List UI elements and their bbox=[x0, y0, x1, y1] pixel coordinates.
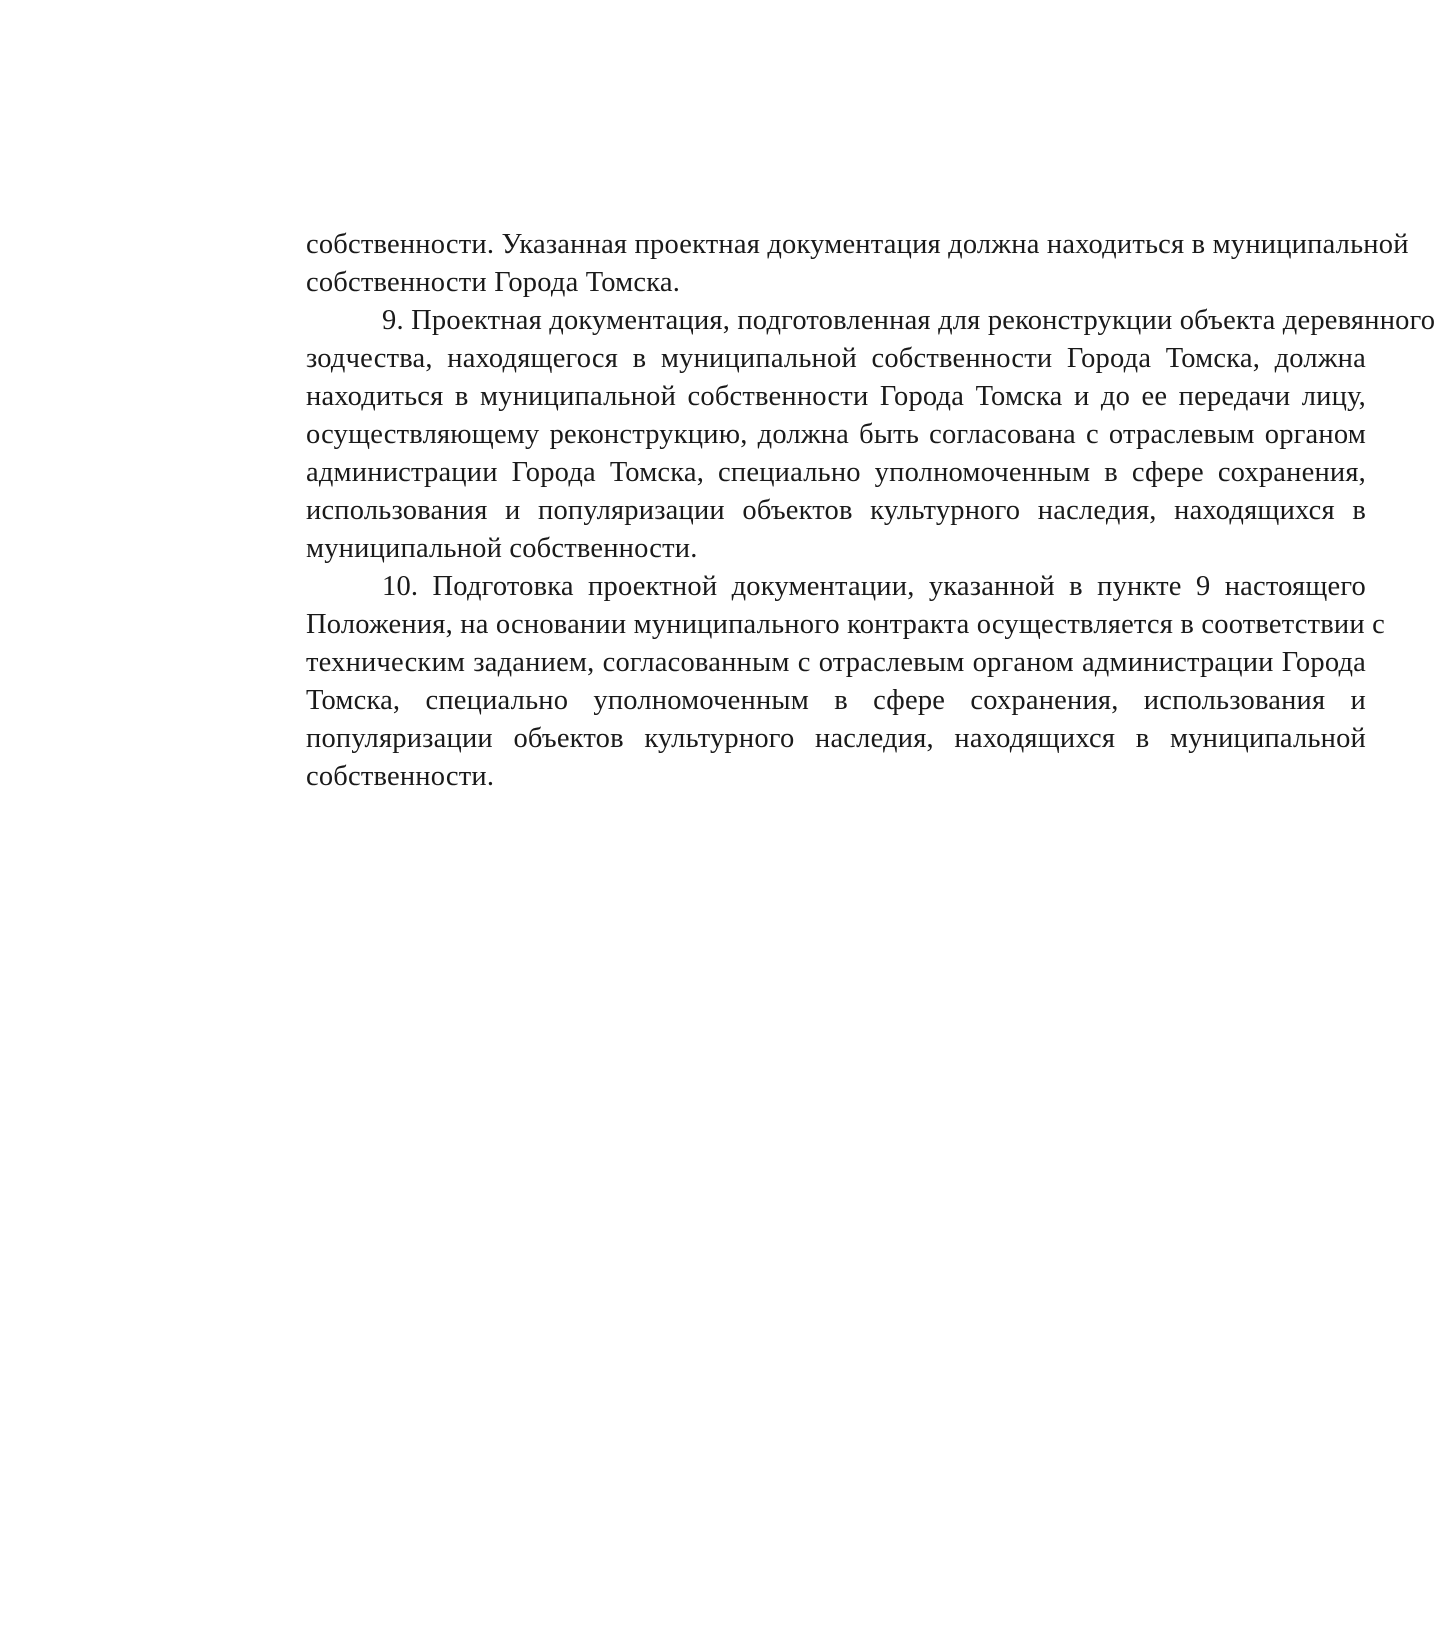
text-line: собственности. bbox=[306, 761, 495, 792]
text-line: находиться в муниципальной собственности Города Томска и до ее передачи лицу, bbox=[306, 381, 1366, 412]
text-line: собственности. Указанная проектная документация должна находиться в муниципальной bbox=[306, 229, 1409, 260]
text-line: собственности Города Томска. bbox=[306, 267, 681, 298]
text-line: Томска, специально уполномоченным в сфере сохранения, использования и bbox=[306, 685, 1366, 716]
text-line: Положения, на основании муниципального контракта осуществляется в соответствии с bbox=[306, 609, 1386, 640]
text-line: техническим заданием, согласованным с отраслевым органом администрации Города bbox=[306, 647, 1366, 678]
text-line: зодчества, находящегося в муниципальной собственности Города Томска, должна bbox=[306, 343, 1366, 374]
text-line: осуществляющему реконструкцию, должна быть согласована с отраслевым органом bbox=[306, 419, 1366, 450]
text-line: популяризации объектов культурного наследия, находящихся в муниципальной bbox=[306, 723, 1366, 754]
paragraph-10-first-line: 10. Подготовка проектной документации, указанной в пункте 9 настоящего bbox=[382, 571, 1366, 602]
text-line: использования и популяризации объектов культурного наследия, находящихся в bbox=[306, 495, 1366, 526]
text-line: муниципальной собственности. bbox=[306, 533, 698, 564]
document-body bbox=[306, 226, 1435, 796]
paragraph-9-first-line: 9. Проектная документация, подготовленная для реконструкции объекта деревянного bbox=[382, 305, 1435, 336]
text-line: администрации Города Томска, специально уполномоченным в сфере сохранения, bbox=[306, 457, 1366, 488]
